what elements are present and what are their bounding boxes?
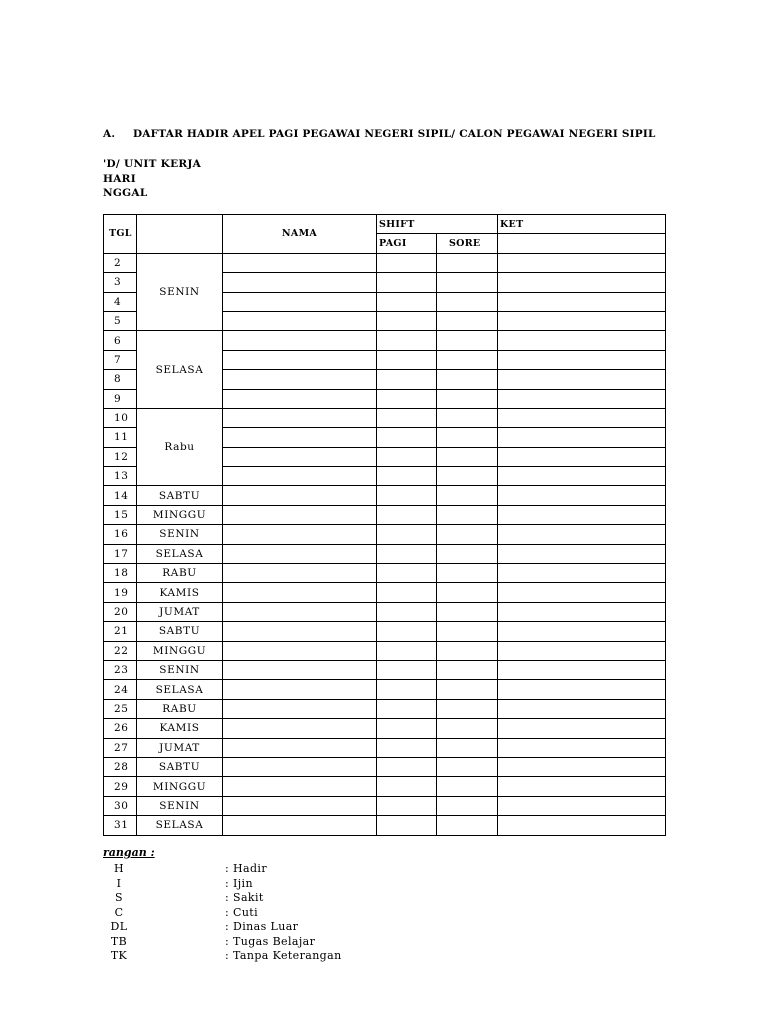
ket-cell[interactable] [498, 350, 666, 369]
tgl-cell: 5 [104, 311, 137, 330]
ket-cell[interactable] [498, 544, 666, 563]
table-row [104, 660, 666, 679]
ket-cell[interactable] [498, 680, 666, 699]
pagi-cell[interactable] [377, 602, 437, 621]
pagi-cell[interactable] [377, 796, 437, 815]
legend-code: TK [110, 949, 128, 962]
pagi-cell[interactable] [377, 273, 437, 292]
sore-cell[interactable] [437, 816, 498, 835]
sore-cell[interactable] [437, 525, 498, 544]
tgl-cell: 4 [104, 292, 137, 311]
pagi-cell[interactable] [377, 253, 437, 272]
sore-cell[interactable] [437, 622, 498, 641]
tgl-cell: 11 [104, 428, 137, 447]
table-header [104, 215, 666, 254]
tgl-cell: 19 [104, 583, 137, 602]
legend-desc: : Tugas Belajar [225, 934, 316, 948]
day-cell: SELASA [137, 680, 223, 699]
table-row [104, 680, 666, 699]
sore-cell[interactable] [437, 680, 498, 699]
sore-cell[interactable] [437, 660, 498, 679]
header-day-blank [137, 215, 223, 254]
tgl-cell: 6 [104, 331, 137, 350]
nama-cell[interactable] [223, 757, 377, 776]
legend-item [103, 935, 342, 950]
day-cell: SABTU [137, 622, 223, 641]
sore-cell[interactable] [437, 505, 498, 524]
legend-spacer [135, 877, 225, 892]
sore-cell[interactable] [437, 699, 498, 718]
sore-cell[interactable] [437, 292, 498, 311]
legend-code: DL [110, 920, 128, 933]
tgl-cell: 25 [104, 699, 137, 718]
tgl-cell: 16 [104, 525, 137, 544]
day-cell: KAMIS [137, 583, 223, 602]
day-cell: MINGGU [137, 505, 223, 524]
table-row [104, 525, 666, 544]
tgl-cell: 22 [104, 641, 137, 660]
pagi-cell[interactable] [377, 331, 437, 350]
day-cell: SELASA [137, 544, 223, 563]
pagi-cell[interactable] [377, 505, 437, 524]
legend-spacer [135, 891, 225, 906]
ket-cell[interactable] [498, 583, 666, 602]
title-text: DAFTAR HADIR APEL PAGI PEGAWAI NEGERI SIPIL/ CALON PEGAWAI NEGERI SIPIL [133, 128, 656, 140]
sore-cell[interactable] [437, 331, 498, 350]
pagi-cell[interactable] [377, 699, 437, 718]
ket-cell[interactable] [498, 311, 666, 330]
tgl-cell: 28 [104, 757, 137, 776]
tgl-cell: 21 [104, 622, 137, 641]
header-tgl: TGL [104, 215, 137, 254]
tgl-cell: 14 [104, 486, 137, 505]
day-cell: MINGGU [137, 777, 223, 796]
nama-cell[interactable] [223, 622, 377, 641]
sore-cell[interactable] [437, 428, 498, 447]
legend-item [103, 891, 342, 906]
legend-item [103, 862, 342, 877]
day-cell: SABTU [137, 757, 223, 776]
table-row [104, 699, 666, 718]
day-cell: JUMAT [137, 738, 223, 757]
day-cell: SENIN [137, 796, 223, 815]
pagi-cell[interactable] [377, 777, 437, 796]
header-ket-blank [498, 234, 666, 253]
pagi-cell[interactable] [377, 660, 437, 679]
sore-cell[interactable] [437, 719, 498, 738]
tgl-cell: 2 [104, 253, 137, 272]
pagi-cell[interactable] [377, 447, 437, 466]
sore-cell[interactable] [437, 796, 498, 815]
legend-desc: : Cuti [225, 905, 259, 919]
nama-cell[interactable] [223, 816, 377, 835]
ket-cell[interactable] [498, 273, 666, 292]
day-cell: SENIN [137, 525, 223, 544]
sore-cell[interactable] [437, 408, 498, 427]
table-row [104, 719, 666, 738]
nama-cell[interactable] [223, 544, 377, 563]
ket-cell[interactable] [498, 253, 666, 272]
nama-cell[interactable] [223, 796, 377, 815]
nama-cell[interactable] [223, 641, 377, 660]
pagi-cell[interactable] [377, 757, 437, 776]
tgl-cell: 8 [104, 370, 137, 389]
nama-cell[interactable] [223, 253, 377, 272]
legend-title: rangan : [103, 846, 155, 859]
pagi-cell[interactable] [377, 816, 437, 835]
sore-cell[interactable] [437, 641, 498, 660]
table-row [104, 757, 666, 776]
attendance-table [103, 214, 666, 836]
ket-cell[interactable] [498, 564, 666, 583]
ket-cell[interactable] [498, 777, 666, 796]
day-cell: SELASA [137, 331, 223, 409]
legend-spacer [135, 949, 225, 964]
pagi-cell[interactable] [377, 350, 437, 369]
tgl-cell: 20 [104, 602, 137, 621]
tgl-cell: 29 [104, 777, 137, 796]
pagi-cell[interactable] [377, 408, 437, 427]
table-body [104, 253, 666, 835]
table-row [104, 641, 666, 660]
ket-cell[interactable] [498, 699, 666, 718]
table-row [104, 505, 666, 524]
nama-cell[interactable] [223, 408, 377, 427]
tgl-cell: 7 [104, 350, 137, 369]
ket-cell[interactable] [498, 467, 666, 486]
pagi-cell[interactable] [377, 564, 437, 583]
tgl-cell: 9 [104, 389, 137, 408]
sore-cell[interactable] [437, 544, 498, 563]
day-cell: MINGGU [137, 641, 223, 660]
table-row [104, 816, 666, 835]
legend-desc: : Tanpa Keterangan [225, 949, 342, 962]
legend-desc: : Ijin [225, 876, 253, 890]
table-row [104, 738, 666, 757]
day-cell: SENIN [137, 660, 223, 679]
ket-cell[interactable] [498, 447, 666, 466]
nama-cell[interactable] [223, 292, 377, 311]
tgl-cell: 30 [104, 796, 137, 815]
document-title [103, 128, 656, 140]
nama-cell[interactable] [223, 602, 377, 621]
legend-code: C [114, 905, 124, 919]
legend-item [103, 920, 342, 935]
nama-cell[interactable] [223, 680, 377, 699]
pagi-cell[interactable] [377, 389, 437, 408]
pagi-cell[interactable] [377, 467, 437, 486]
pagi-cell[interactable] [377, 583, 437, 602]
sore-cell[interactable] [437, 777, 498, 796]
nama-cell[interactable] [223, 660, 377, 679]
pagi-cell[interactable] [377, 311, 437, 330]
sore-cell[interactable] [437, 447, 498, 466]
legend-desc: : Hadir [225, 862, 267, 875]
nama-cell[interactable] [223, 486, 377, 505]
nama-cell[interactable] [223, 428, 377, 447]
ket-cell[interactable] [498, 408, 666, 427]
nama-cell[interactable] [223, 350, 377, 369]
ket-cell[interactable] [498, 602, 666, 621]
sore-cell[interactable] [437, 311, 498, 330]
legend-spacer [135, 935, 225, 950]
nama-cell[interactable] [223, 699, 377, 718]
sore-cell[interactable] [437, 389, 498, 408]
table-row [104, 777, 666, 796]
pagi-cell[interactable] [377, 292, 437, 311]
sore-cell[interactable] [437, 486, 498, 505]
table-row [104, 796, 666, 815]
legend-code: S [115, 891, 123, 904]
nama-cell[interactable] [223, 777, 377, 796]
pagi-cell[interactable] [377, 486, 437, 505]
ket-cell[interactable] [498, 719, 666, 738]
legend-spacer [135, 862, 225, 877]
table-row [104, 622, 666, 641]
table-row [104, 583, 666, 602]
ket-cell[interactable] [498, 816, 666, 835]
day-cell: KAMIS [137, 719, 223, 738]
sore-cell[interactable] [437, 253, 498, 272]
header-shift: SHIFT [377, 215, 437, 234]
tgl-cell: 3 [104, 273, 137, 292]
ket-cell[interactable] [498, 660, 666, 679]
tgl-cell: 24 [104, 680, 137, 699]
header-pagi: PAGI [377, 234, 437, 253]
legend-spacer [135, 920, 225, 935]
nama-cell[interactable] [223, 583, 377, 602]
nama-cell[interactable] [223, 467, 377, 486]
pagi-cell[interactable] [377, 641, 437, 660]
table-row [104, 331, 666, 350]
nama-cell[interactable] [223, 525, 377, 544]
tgl-cell: 31 [104, 816, 137, 835]
ket-cell[interactable] [498, 428, 666, 447]
hari-label: HARI [103, 172, 136, 185]
ket-cell[interactable] [498, 370, 666, 389]
ket-cell[interactable] [498, 796, 666, 815]
tgl-cell: 10 [104, 408, 137, 427]
sore-cell[interactable] [437, 583, 498, 602]
header-nama: NAMA [223, 215, 377, 254]
nama-cell[interactable] [223, 311, 377, 330]
ket-cell[interactable] [498, 738, 666, 757]
pagi-cell[interactable] [377, 428, 437, 447]
sore-cell[interactable] [437, 564, 498, 583]
tgl-cell: 18 [104, 564, 137, 583]
tgl-cell: 27 [104, 738, 137, 757]
tgl-cell: 17 [104, 544, 137, 563]
ket-cell[interactable] [498, 525, 666, 544]
nama-cell[interactable] [223, 389, 377, 408]
legend-item [103, 906, 342, 921]
header-sore: SORE [437, 234, 498, 253]
sore-cell[interactable] [437, 757, 498, 776]
nama-cell[interactable] [223, 331, 377, 350]
legend-spacer [135, 906, 225, 921]
ket-cell[interactable] [498, 641, 666, 660]
section-number: A. [103, 128, 116, 140]
tanggal-label: NGGAL [103, 187, 148, 199]
sore-cell[interactable] [437, 602, 498, 621]
nama-cell[interactable] [223, 505, 377, 524]
legend [103, 862, 342, 964]
day-cell: SELASA [137, 816, 223, 835]
nama-cell[interactable] [223, 447, 377, 466]
legend-desc: : Dinas Luar [225, 920, 299, 933]
nama-cell[interactable] [223, 719, 377, 738]
pagi-cell[interactable] [377, 370, 437, 389]
pagi-cell[interactable] [377, 680, 437, 699]
nama-cell[interactable] [223, 564, 377, 583]
day-cell: RABU [137, 564, 223, 583]
legend-item [103, 949, 342, 964]
legend-item [103, 877, 342, 892]
table-row [104, 486, 666, 505]
ket-cell[interactable] [498, 622, 666, 641]
legend-code: TB [110, 934, 128, 948]
nama-cell[interactable] [223, 273, 377, 292]
pagi-cell[interactable] [377, 544, 437, 563]
sore-cell[interactable] [437, 738, 498, 757]
legend-code: H [114, 862, 124, 875]
tgl-cell: 12 [104, 447, 137, 466]
meta-block [103, 157, 201, 201]
tgl-cell: 15 [104, 505, 137, 524]
sore-cell[interactable] [437, 273, 498, 292]
nama-cell[interactable] [223, 738, 377, 757]
ket-cell[interactable] [498, 331, 666, 350]
sore-cell[interactable] [437, 467, 498, 486]
sore-cell[interactable] [437, 370, 498, 389]
table-row [104, 602, 666, 621]
ket-cell[interactable] [498, 486, 666, 505]
sore-cell[interactable] [437, 350, 498, 369]
day-cell: RABU [137, 699, 223, 718]
nama-cell[interactable] [223, 370, 377, 389]
ket-cell[interactable] [498, 505, 666, 524]
pagi-cell[interactable] [377, 525, 437, 544]
tgl-cell: 26 [104, 719, 137, 738]
unit-kerja-label: 'D/ UNIT KERJA [103, 158, 202, 170]
header-shift-blank [437, 215, 498, 234]
table-row [104, 564, 666, 583]
day-cell: SABTU [137, 486, 223, 505]
ket-cell[interactable] [498, 757, 666, 776]
table-row [104, 253, 666, 272]
pagi-cell[interactable] [377, 622, 437, 641]
tgl-cell: 13 [104, 467, 137, 486]
ket-cell[interactable] [498, 292, 666, 311]
legend-desc: : Sakit [225, 891, 264, 904]
day-cell: JUMAT [137, 602, 223, 621]
tgl-cell: 23 [104, 660, 137, 679]
legend-code: I [116, 876, 122, 890]
day-cell: Rabu [137, 408, 223, 486]
ket-cell[interactable] [498, 389, 666, 408]
table-row [104, 544, 666, 563]
table-row [104, 408, 666, 427]
day-cell: SENIN [137, 253, 223, 331]
pagi-cell[interactable] [377, 719, 437, 738]
pagi-cell[interactable] [377, 738, 437, 757]
header-ket: KET [498, 215, 666, 234]
